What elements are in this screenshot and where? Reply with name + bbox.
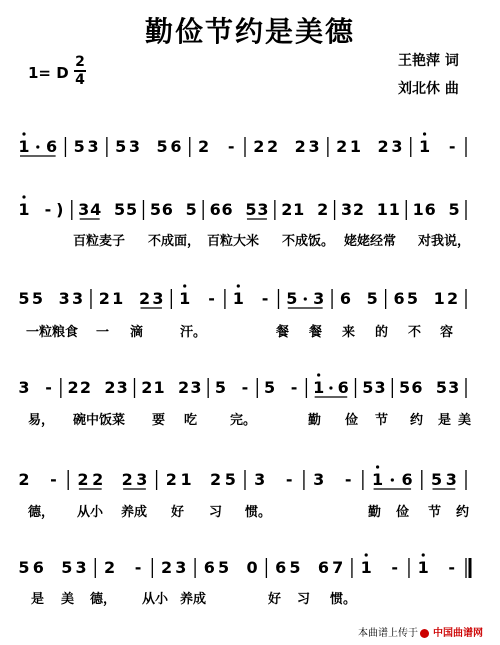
note: 1	[360, 558, 372, 577]
note: 2	[103, 558, 116, 577]
dot-mark	[329, 386, 332, 389]
note: 5	[448, 200, 460, 219]
lyric-text: 的	[375, 325, 389, 340]
note: 6	[221, 200, 233, 219]
note: 2	[178, 378, 190, 397]
note: 3	[72, 289, 84, 308]
note: 2	[209, 470, 222, 489]
note: 3	[175, 558, 187, 577]
note: 2	[197, 137, 210, 156]
lyric-text: 对我说，	[418, 234, 471, 249]
note: 3	[78, 200, 90, 219]
note: 1	[418, 137, 431, 156]
note: 3	[257, 200, 269, 219]
note: 2	[18, 470, 30, 489]
lyric-text: 养成	[121, 505, 148, 520]
note: 2	[352, 200, 365, 219]
lyric-text: 餐	[276, 325, 290, 340]
note: 2	[317, 200, 329, 219]
note: 2	[67, 378, 79, 397]
note: -	[208, 289, 215, 308]
note: 2	[253, 137, 265, 156]
lyric-text: 俭	[345, 413, 359, 428]
dot-mark	[36, 145, 39, 148]
note: 5	[224, 470, 236, 489]
note: 6	[339, 289, 352, 308]
high-octave-dot	[22, 195, 25, 198]
note: 2	[104, 378, 116, 397]
lyric-text: 好	[268, 592, 282, 607]
note: 3	[152, 289, 164, 308]
upload-footer	[358, 624, 483, 639]
lyric-text: 滴	[130, 325, 144, 340]
site-logo-icon	[420, 629, 429, 638]
lyric-text: 一粒粮食	[26, 325, 79, 340]
note: 3	[313, 470, 325, 489]
lyric-text: 碗中饭菜	[73, 413, 126, 428]
lyric-text: 从小	[77, 505, 104, 520]
lyric-text: 约	[456, 505, 470, 520]
note: 5	[125, 200, 138, 219]
note: 6	[337, 378, 349, 397]
note: -	[448, 558, 456, 577]
note: 3	[87, 137, 99, 156]
note: 5	[399, 378, 411, 397]
note: 5	[430, 470, 443, 489]
note: 3	[136, 470, 148, 489]
lyric-text: 俭	[396, 505, 410, 520]
note: 2	[138, 289, 151, 308]
note: 2	[92, 470, 104, 489]
note: 2	[161, 558, 173, 577]
note: 6	[161, 200, 173, 219]
lyric-text: 从小	[142, 592, 169, 607]
lyric-text: 勤	[368, 505, 382, 520]
note: -	[261, 289, 269, 308]
note: 7	[332, 558, 344, 577]
lyric-text: 不成饭。	[282, 234, 335, 249]
note: 6	[275, 558, 287, 577]
note: -	[391, 558, 399, 577]
note: 5	[31, 289, 43, 308]
note: 6	[411, 378, 423, 397]
note: 2	[98, 289, 110, 308]
note: 1	[153, 378, 165, 397]
time-sig-top: 2	[75, 54, 85, 70]
note: 5	[289, 558, 301, 577]
lyric-text: 易，	[28, 413, 55, 428]
note: 3	[58, 289, 70, 308]
note: 2	[267, 137, 279, 156]
high-octave-dot	[365, 553, 368, 556]
lyric-text: 德，	[90, 592, 117, 607]
note: 6	[401, 470, 413, 489]
footer-site: 中国曲谱网	[433, 628, 483, 639]
note: 2	[377, 137, 389, 156]
note: 3	[448, 378, 460, 397]
lyric-text: 节	[428, 505, 442, 520]
note: 1	[412, 200, 424, 219]
note: 1	[372, 470, 384, 489]
footer-prefix: 本曲谱上传于	[358, 628, 418, 639]
lyric-text: 习	[209, 505, 223, 520]
lyricist-credit: 王艳萍 词	[398, 53, 459, 69]
note: 5	[18, 558, 30, 577]
note: 6	[46, 137, 58, 156]
note: 5	[61, 558, 73, 577]
high-octave-dot	[422, 553, 425, 556]
note: 6	[170, 137, 182, 156]
lyric-text: 百粒麦子	[73, 234, 126, 249]
high-octave-dot	[423, 132, 426, 135]
note: 2	[294, 137, 306, 156]
note: 1	[433, 289, 445, 308]
note: -	[448, 137, 456, 156]
note: 5	[185, 200, 197, 219]
lyric-text: 不	[408, 325, 422, 340]
note: -	[227, 137, 235, 156]
note: 2	[77, 470, 89, 489]
note: 1	[376, 200, 388, 219]
high-octave-dot	[376, 465, 379, 468]
song-title: 勤俭节约是美德	[144, 15, 355, 48]
note: 6	[209, 200, 221, 219]
time-sig-bottom: 4	[75, 72, 85, 88]
dot-mark	[304, 297, 307, 300]
note: 3	[308, 137, 320, 156]
note: 1	[179, 289, 191, 308]
lyric-text: 完。	[230, 413, 257, 428]
note: 5	[149, 200, 161, 219]
lyric-text: 德，	[28, 505, 55, 520]
note: -	[344, 470, 352, 489]
score-marks	[18, 132, 471, 607]
note: 5	[263, 378, 276, 397]
note: 6	[424, 200, 436, 219]
note: 3	[313, 289, 325, 308]
high-octave-dot	[237, 284, 240, 287]
note: 1	[112, 289, 124, 308]
note: 1	[180, 470, 192, 489]
note: 2	[79, 378, 91, 397]
note: -	[241, 378, 249, 397]
note: -	[50, 470, 57, 489]
note: 5	[435, 378, 448, 397]
note: )	[56, 200, 64, 219]
note: 0	[246, 558, 258, 577]
note: 5	[366, 289, 378, 308]
note: -	[290, 378, 298, 397]
lyric-text: 姥姥经常	[344, 234, 397, 249]
note: 1	[18, 137, 30, 156]
dot-mark	[391, 478, 394, 481]
note: 6	[317, 558, 329, 577]
note: 5	[406, 289, 418, 308]
lyric-text: 惯。	[245, 505, 272, 520]
note: 5	[245, 200, 257, 219]
note: 5	[18, 289, 30, 308]
note: 2	[281, 200, 293, 219]
lyric-text: 勤	[308, 413, 322, 428]
note: 3	[190, 378, 202, 397]
note: 1	[313, 378, 325, 397]
note: 6	[32, 558, 44, 577]
note: 1	[293, 200, 305, 219]
lyric-text: 要	[152, 413, 166, 428]
note: 5	[113, 200, 126, 219]
lyric-text: 汗。	[180, 325, 207, 340]
lyric-text: 不成面，	[148, 234, 201, 249]
lyric-text: 惯。	[330, 592, 357, 607]
lyric-text: 餐	[309, 325, 323, 340]
note: 6	[393, 289, 405, 308]
note: 6	[203, 558, 215, 577]
note: 3	[391, 137, 403, 156]
high-octave-dot	[183, 284, 186, 287]
note: -	[285, 470, 293, 489]
note: 2	[121, 470, 133, 489]
note: 5	[286, 289, 298, 308]
note: 1	[388, 200, 400, 219]
lyric-text: 节	[375, 413, 389, 428]
lyric-text: 约	[410, 413, 424, 428]
key-signature: 1= D	[28, 64, 69, 82]
lyric-text: 养成	[180, 592, 207, 607]
lyric-text: 容	[440, 325, 454, 340]
note: 2	[336, 137, 348, 156]
note: 5	[214, 378, 227, 397]
note: 3	[254, 470, 266, 489]
note: 5	[362, 378, 374, 397]
note: 3	[374, 378, 386, 397]
note: 3	[116, 378, 128, 397]
lyric-text: 来	[342, 325, 356, 340]
lyric-text: 吃	[184, 413, 198, 428]
high-octave-dot	[317, 373, 320, 376]
note: 3	[75, 558, 87, 577]
note: -	[45, 378, 52, 397]
lyric-text: 美	[458, 413, 472, 428]
note: 4	[90, 200, 102, 219]
note: -	[134, 558, 142, 577]
lyric-text: 是	[438, 413, 452, 428]
lyric-text: 好	[171, 505, 185, 520]
note: 5	[115, 137, 127, 156]
note: 3	[128, 137, 141, 156]
note: 1	[349, 137, 362, 156]
note: 2	[447, 289, 459, 308]
note: 3	[445, 470, 457, 489]
lyric-text: 一	[96, 325, 110, 340]
note: 2	[165, 470, 177, 489]
note: 2	[141, 378, 153, 397]
note: -	[44, 200, 52, 219]
note: 5	[73, 137, 85, 156]
note: 5	[156, 137, 168, 156]
note: 1	[18, 200, 30, 219]
lyric-text: 是	[31, 592, 45, 607]
note: 1	[417, 558, 429, 577]
lyric-text: 百粒大米	[207, 234, 260, 249]
note: 1	[232, 289, 244, 308]
composer-credit: 刘北休 曲	[398, 81, 459, 97]
lyric-text: 美	[61, 592, 75, 607]
high-octave-dot	[22, 132, 25, 135]
note: 3	[340, 200, 353, 219]
lyric-text: 习	[297, 592, 311, 607]
note: 5	[218, 558, 230, 577]
note: 3	[18, 378, 30, 397]
